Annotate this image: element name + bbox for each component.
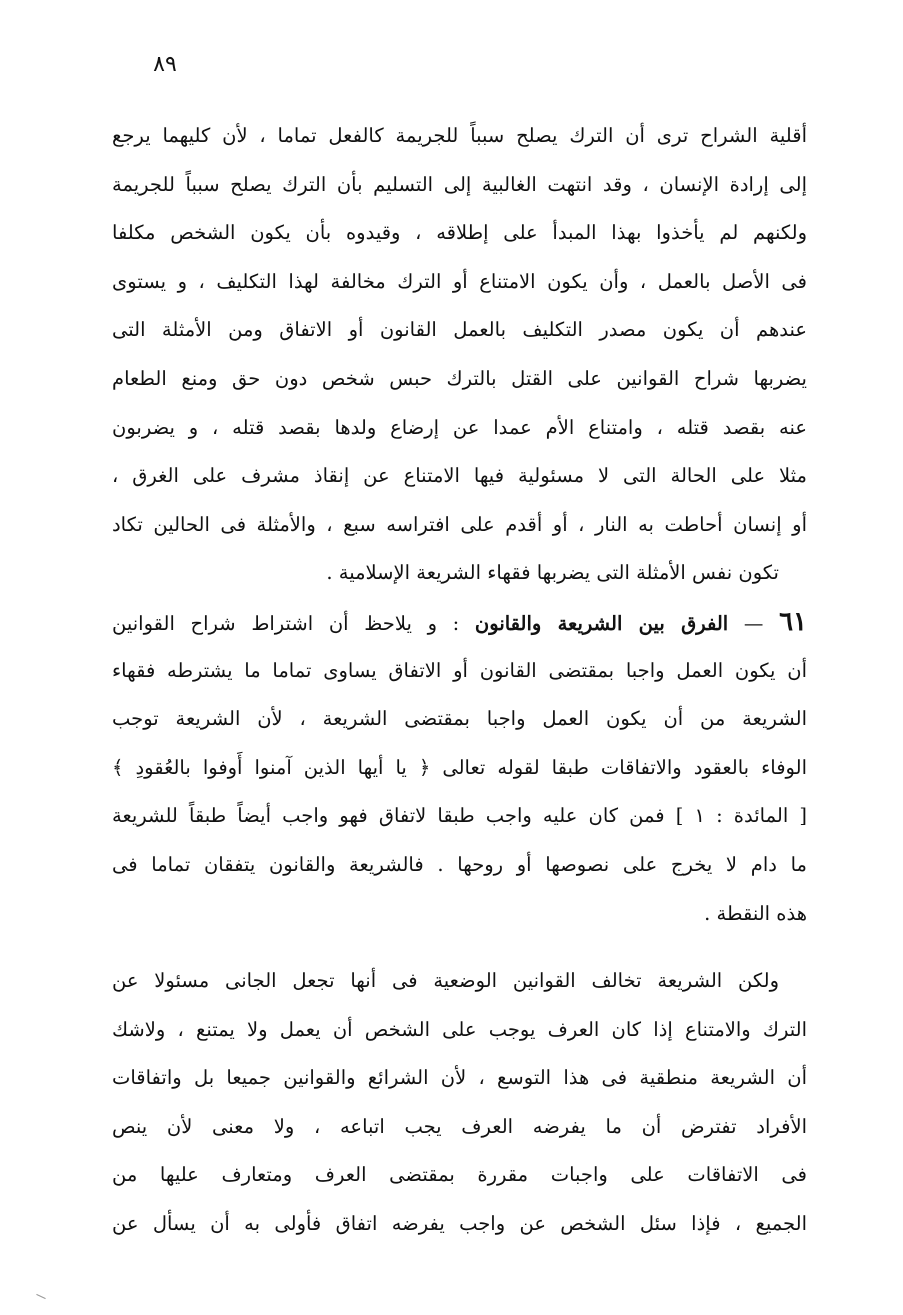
page-body xyxy=(112,112,807,1249)
section-intro-text: : و يلاحظ أن اشتراط شراح القوانين xyxy=(112,611,475,635)
text-line: يضربها شراح القوانين على القتل بالترك حبس شخص دون حق ومنع الطعام xyxy=(112,366,807,390)
text-line: الجميع ، فإذا سئل الشخص عن واجب يفرضه اتفاق فأولى به أن يسأل عن xyxy=(112,1212,807,1236)
text-line: أو إنسان أحاطت به النار ، أو أقدم على افتراسه سبع ، والأمثلة فى الحالين تكاد xyxy=(112,512,807,536)
section-heading: الفرق بين الشريعة والقانون xyxy=(474,611,729,635)
section-dash: — xyxy=(728,611,780,635)
quran-verse-line: الوفاء بالعقود والاتفاقات طبقا لقوله تعالى ﴿ يا أيها الذين آمنوا أَوفوا بالعُقودِ ﴾ xyxy=(112,755,807,779)
section-number: ٦١ xyxy=(779,606,807,637)
text-line: فى الاتفاقات على واجبات مقررة بمقتضى العرف ومتعارف عليها من xyxy=(112,1163,807,1187)
scan-mark xyxy=(36,1294,45,1299)
text-line: إلى إرادة الإنسان ، وقد انتهت الغالبية إلى التسليم بأن الترك يصلح سبباً للجريمة xyxy=(112,172,807,196)
text-line: فى الأصل بالعمل ، وأن يكون الامتناع أو الترك مخالفة لهذا التكليف ، و يستوى xyxy=(112,269,807,293)
paragraph-3 xyxy=(112,957,807,1249)
section-heading-line xyxy=(112,598,807,647)
paragraph-gap xyxy=(112,938,807,957)
text-line: ما دام لا يخرج على نصوصها أو روحها . فالشريعة والقانون يتفقان تماما فى xyxy=(112,852,807,876)
text-line: [ المائدة : ١ ] فمن كان عليه واجب طبقا لاتفاق فهو واجب أيضاً طبقاً للشريعة xyxy=(112,804,807,828)
section-61 xyxy=(112,598,807,938)
text-line: مثلا على الحالة التى لا مسئولية فيها الامتناع عن إنقاذ مشرف على الغرق ، xyxy=(112,464,807,488)
text-line: أن الشريعة منطقية فى هذا التوسع ، لأن الشرائع والقوانين جميعا بل واتفاقات xyxy=(112,1066,807,1090)
paragraph-1 xyxy=(112,112,807,598)
text-line: تكون نفس الأمثلة التى يضربها فقهاء الشريعة الإسلامية . xyxy=(326,561,779,585)
text-line: هذه النقطة . xyxy=(704,901,807,925)
text-line: عنه بقصد قتله ، وامتناع الأم عمدا عن إرضاع ولدها بقصد قتله ، و يضربون xyxy=(112,415,807,439)
text-line: ولكن الشريعة تخالف القوانين الوضعية فى أنها تجعل الجانى مسئولا عن xyxy=(112,969,779,993)
text-line: ولكنهم لم يأخذوا بهذا المبدأ على إطلاقه ، وقيدوه بأن يكون الشخص مكلفا xyxy=(112,221,807,245)
text-line: الأفراد تفترض أن ما يفرضه العرف يجب اتباعه ، ولا معنى لأن ينص xyxy=(112,1114,807,1138)
page-number: ٨٩ xyxy=(153,52,177,77)
text-line: أن يكون العمل واجبا بمقتضى القانون أو الاتفاق يساوى تماما ما يشترطه فقهاء xyxy=(112,658,807,682)
text-line: أقلية الشراح ترى أن الترك يصلح سبباً للجريمة كالفعل تماما ، لأن كليهما يرجع xyxy=(112,124,807,147)
text-line: الشريعة من أن يكون العمل واجبا بمقتضى الشريعة ، لأن الشريعة توجب xyxy=(112,707,807,731)
text-line: عندهم أن يكون مصدر التكليف بالعمل القانون أو الاتفاق ومن الأمثلة التى xyxy=(112,318,807,342)
text-line: الترك والامتناع إذا كان العرف يوجب على الشخص أن يعمل ولا يمتنع ، ولاشك xyxy=(112,1017,807,1041)
